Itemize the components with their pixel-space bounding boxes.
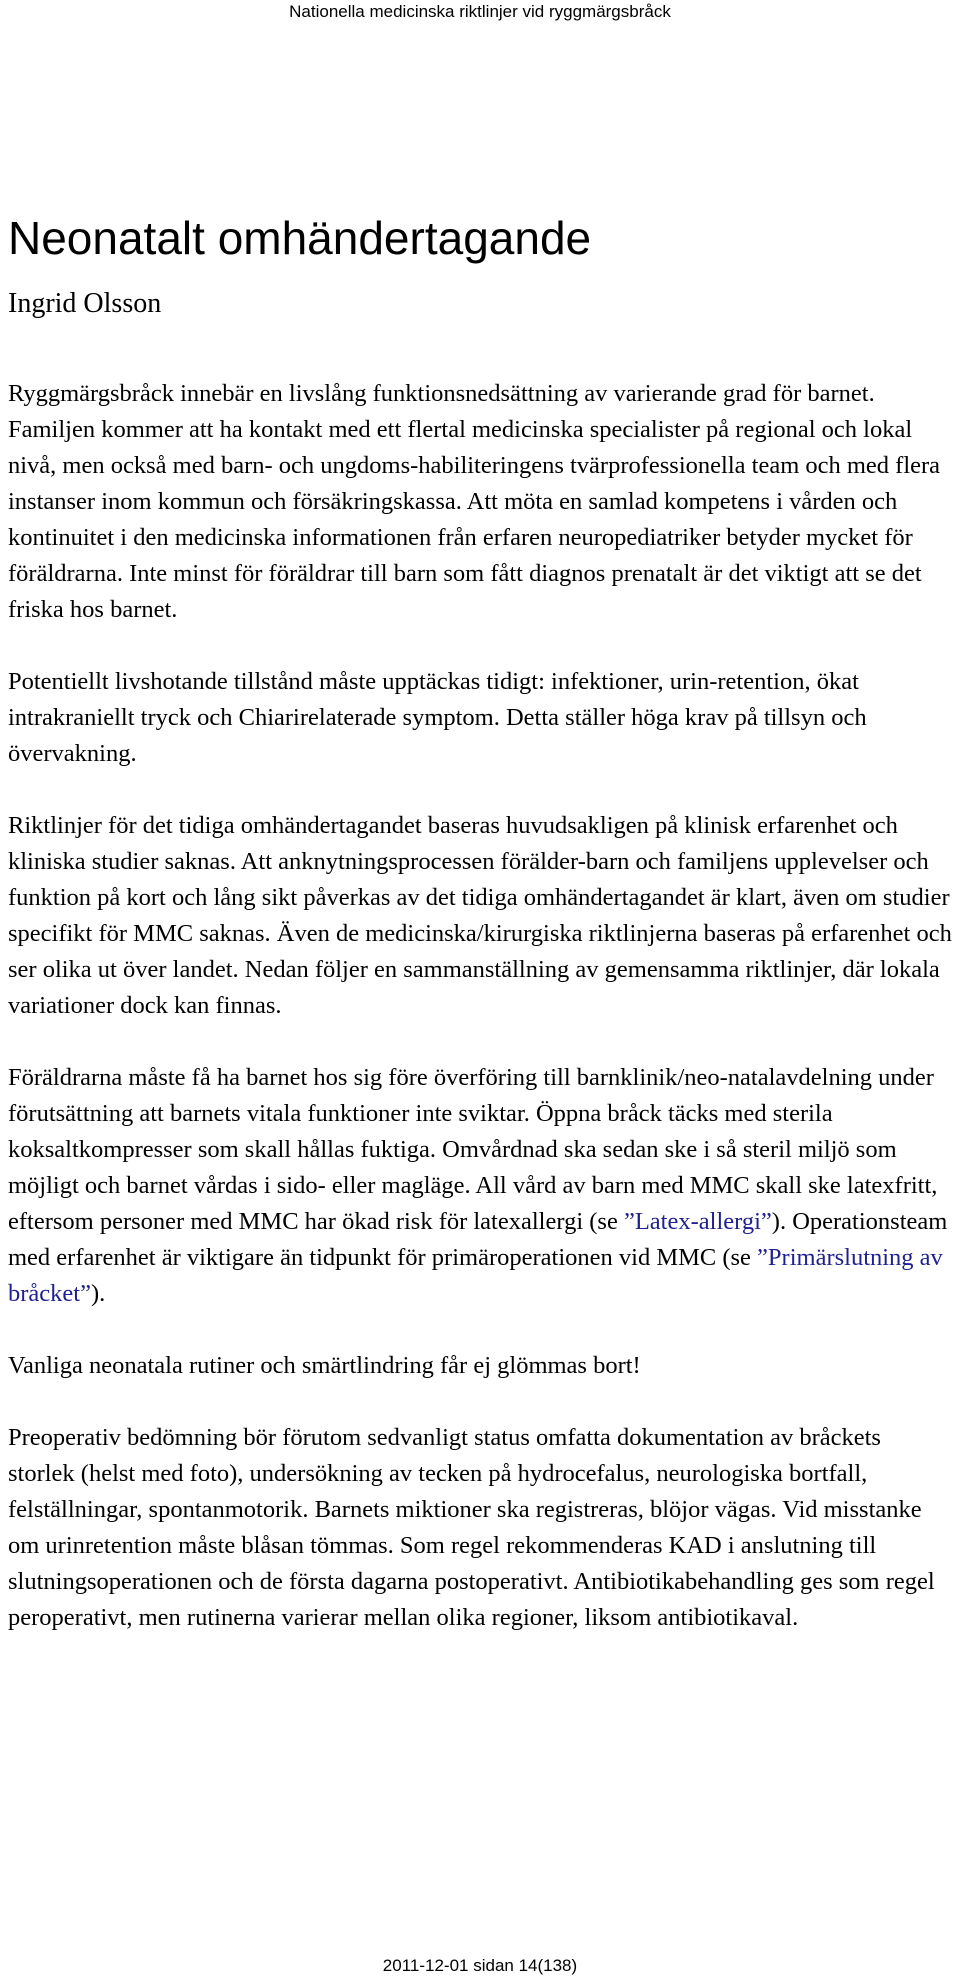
paragraph-guidelines: Riktlinjer för det tidiga omhändertagandet baseras huvudsakligen på klinisk erfarenhet och kliniska studier saknas. Att anknytningsprocessen förälder-barn och familjens upplevelser och funktion på kort och lång sikt påverkas av det tidiga omhändertagandet är klart, även om studier specifikt för MMC saknas. Även de medicinska/kirurgiska riktlinjerna baseras på erfarenhet och ser olika ut över landet. Nedan följer en sammanställning av gemensamma riktlinjer, där lokala variationer dock kan finnas. xyxy=(8,812,952,1019)
paragraph-preoperative: Preoperativ bedömning bör förutom sedvanligt status omfatta dokumentation av bråckets storlek (helst med foto), undersökning av tecken på hydrocefalus, neurologiska bortfall, felställningar, spontanmotorik. Barnets miktioner ska registreras, blöjor vägas. Vid misstanke om urinretention måste blåsan tömmas. Som regel rekommenderas KAD i anslutning till slutningsoperationen och de första dagarna postoperativt. Antibiotikabehandling ges som regel peroperativt, men rutinerna varierar mellan olika regioner, liksom antibiotikaval. xyxy=(8,1424,935,1631)
paragraph-routines: Vanliga neonatala rutiner och smärtlindring får ej glömmas bort! xyxy=(8,1352,641,1379)
paragraph-intro: Ryggmärgsbråck innebär en livslång funktionsnedsättning av varierande grad för barnet. Familjen kommer att ha kontakt med ett flertal medicinska specialister på regional och lokal nivå, men också med barn- och ungdoms-habiliteringens tvärprofessionella team och med flera instanser inom kommun och försäkringskassa. Att möta en samlad kompetens i vården och kontinuitet i den medicinska informationen från erfaren neuropediatriker betyder mycket för föräldrarna. Inte minst för föräldrar till barn som fått diagnos prenatalt är det viktigt att se det friska hos barnet. xyxy=(8,380,941,623)
primary-closure-link[interactable]: ”Primärslutning av bråcket” xyxy=(8,1244,943,1307)
paragraph-risks: Potentiellt livshotande tillstånd måste upptäckas tidigt: infektioner, urin-retention, ökat intrakraniellt tryck och Chiarirelaterade symptom. Detta ställer höga krav på tillsyn och övervakning. xyxy=(8,668,867,767)
document-body xyxy=(8,376,953,1636)
paragraph-care-text-1: Föräldrarna måste få ha barnet hos sig före överföring till barnklinik/neo-natalavdelning under förutsättning att barnets vitala funktioner inte sviktar. Öppna bråck täcks med sterila koksaltkompresser som skall hållas fuktiga. Omvårdnad ska sedan ske i så steril miljö som möjligt och barnet vårdas i sido- eller magläge. All vård av barn med MMC skall ske latexfritt, eftersom personer med MMC har ökad risk för latexallergi (se xyxy=(8,1064,938,1235)
latex-allergy-link[interactable]: ”Latex-allergi” xyxy=(623,1208,772,1235)
document-content xyxy=(8,210,953,1672)
paragraph-care-text-3: ). xyxy=(90,1280,106,1307)
page-footer: 2011-12-01 sidan 14(138) xyxy=(382,1956,578,1975)
paragraph-care xyxy=(8,1060,953,1312)
document-author: Ingrid Olsson xyxy=(8,288,162,319)
document-title: Neonatalt omhändertagande xyxy=(8,212,592,264)
paragraph-care-text-2: ). Operationsteam med erfarenhet är viktigare än tidpunkt för primäroperationen vid MMC (se xyxy=(8,1208,948,1271)
running-header: Nationella medicinska riktlinjer vid ryggmärgsbråck xyxy=(289,2,671,21)
